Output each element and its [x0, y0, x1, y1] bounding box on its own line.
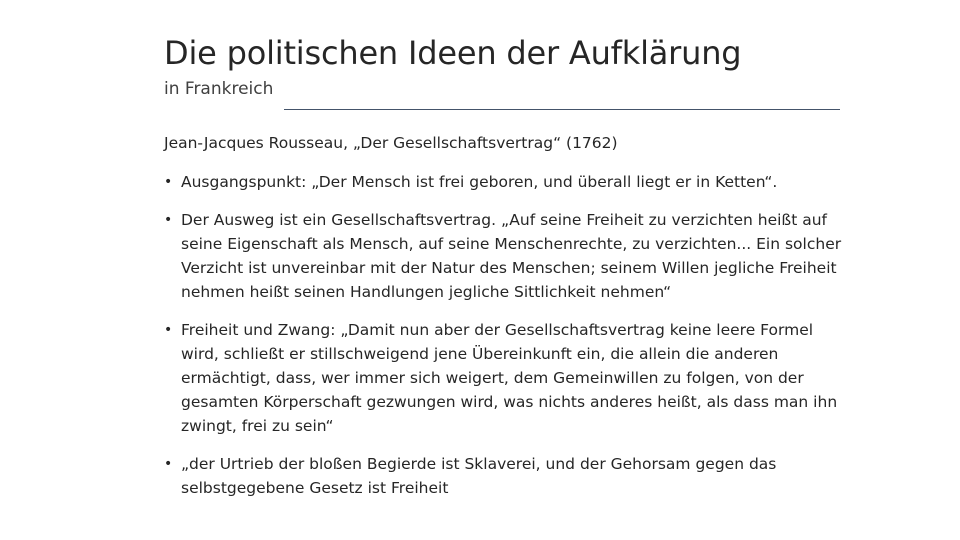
bullet-icon: •	[164, 212, 173, 228]
body-heading: Jean-Jacques Rousseau, „Der Gesellschaftsvertrag“ (1762)	[164, 134, 618, 152]
list-item	[164, 452, 844, 500]
list-item	[164, 208, 844, 304]
slide-title: Die politischen Ideen der Aufklärung	[164, 34, 742, 72]
list-item	[164, 170, 844, 194]
bullet-text: Ausgangspunkt: „Der Mensch ist frei geboren, und überall liegt er in Ketten“.	[181, 173, 778, 191]
bullet-icon: •	[164, 456, 173, 472]
slide-body	[164, 131, 844, 514]
slide-subtitle: in Frankreich	[164, 79, 274, 99]
bullet-list	[164, 170, 844, 500]
bullet-text: Der Ausweg ist ein Gesellschaftsvertrag. „Auf seine Freiheit zu verzichten heißt auf seine Eigenschaft als Mensch, auf seine Menschenrechte, zu verzichten... Ein solcher Verzicht ist unvereinbar mit der Natur des Menschen; seinem Willen jegliche Freiheit nehmen heißt seinen Handlungen jegliche Sittlichkeit nehmen“	[181, 211, 842, 301]
list-item	[164, 318, 844, 438]
title-divider	[284, 109, 840, 110]
bullet-text: Freiheit und Zwang: „Damit nun aber der Gesellschaftsvertrag keine leere Formel wird, schließt er stillschweigend jene Übereinkunft ein, die allein die anderen ermächtigt, dass, wer immer sich weigert, dem Gemeinwillen zu folgen, von der gesamten Körperschaft gezwungen wird, was nichts anderes heißt, als dass man ihn zwingt, frei zu sein“	[181, 321, 838, 435]
bullet-icon: •	[164, 174, 173, 190]
bullet-icon: •	[164, 322, 173, 338]
bullet-text: „der Urtrieb der bloßen Begierde ist Sklaverei, und der Gehorsam gegen das selbstgegebene Gesetz ist Freiheit	[181, 455, 777, 497]
